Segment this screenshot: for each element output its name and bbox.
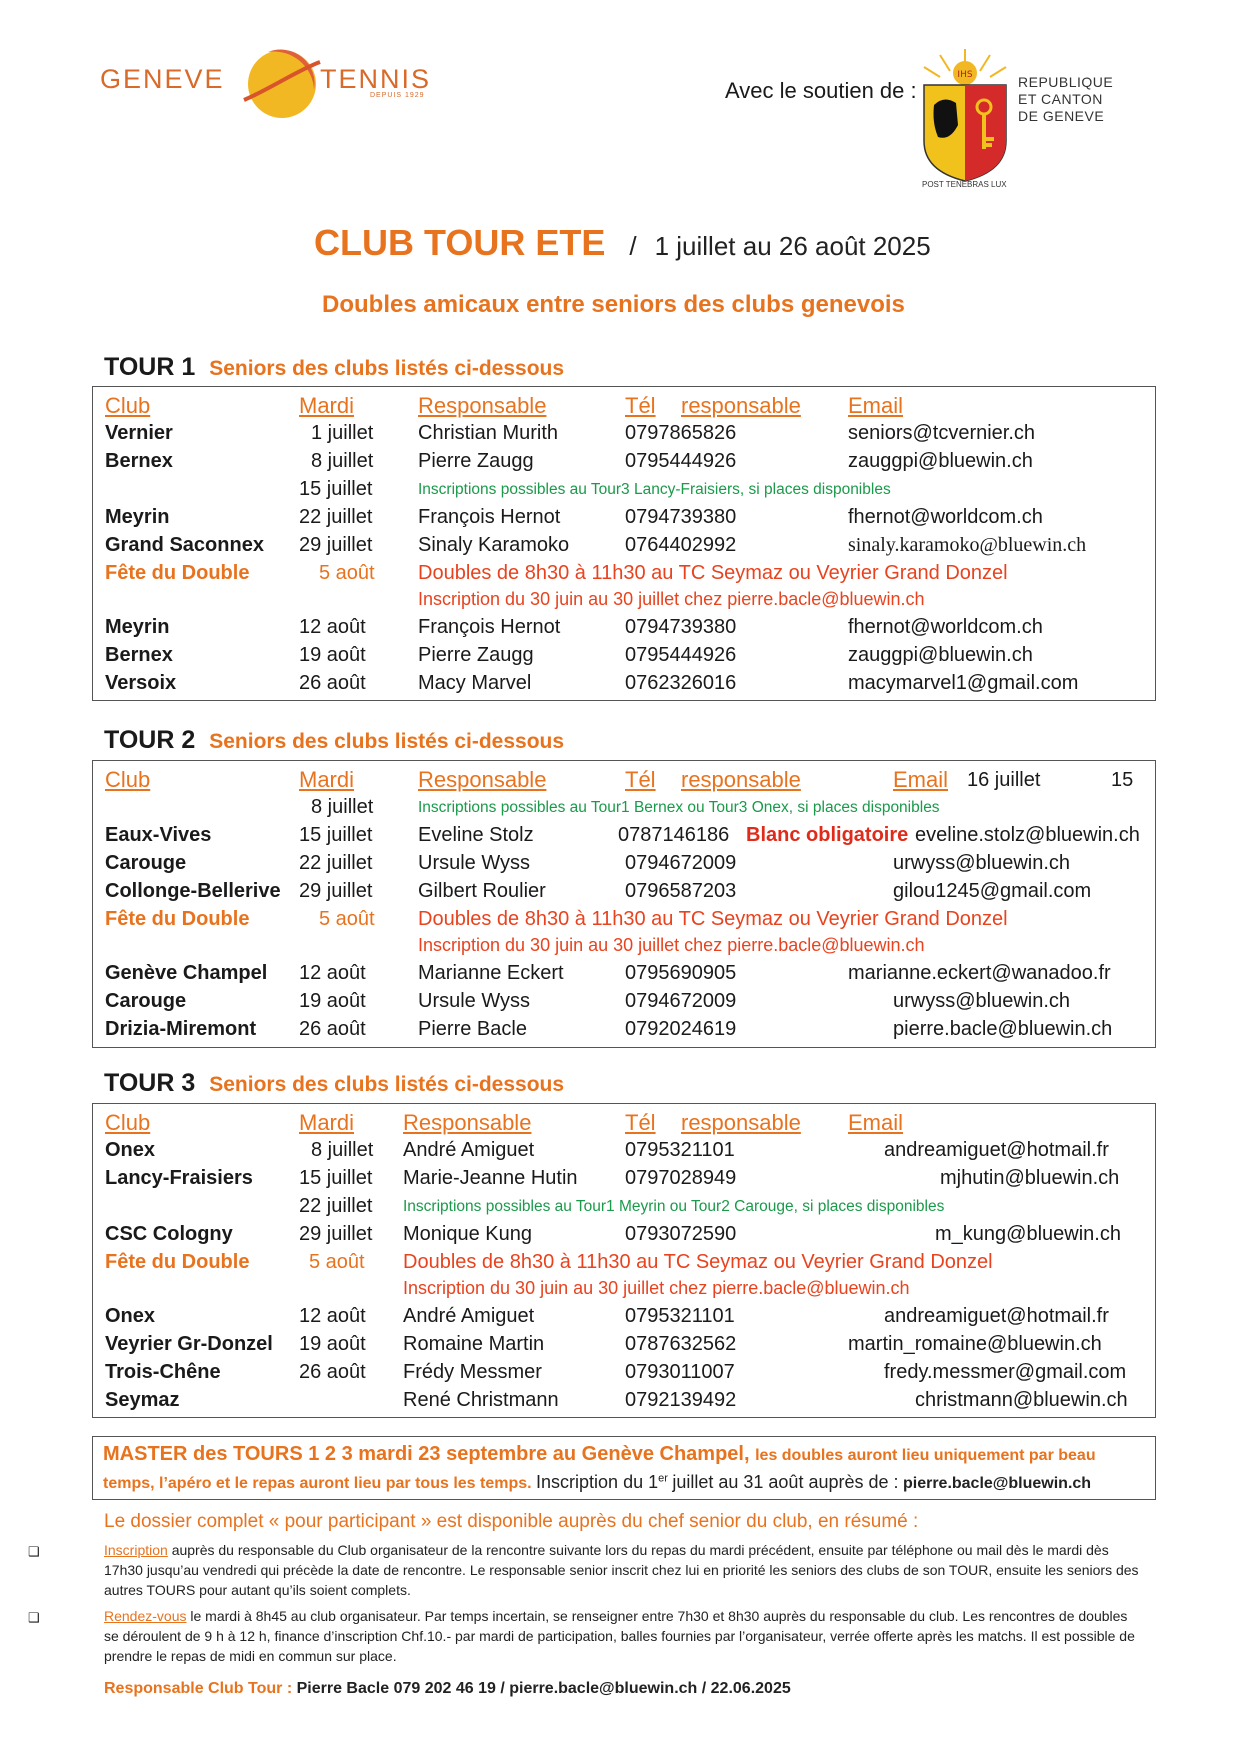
cell-date: 22 juillet — [299, 852, 373, 874]
cell-tel: 0793011007 — [625, 1361, 735, 1383]
cell-date: 12 août — [299, 962, 366, 984]
cell-resp: Monique Kung — [403, 1223, 532, 1245]
cell-note: Inscriptions possibles au Tour1 Bernex ou Tour3 Onex, si places disponibles — [418, 799, 940, 816]
cell-email: eveline.stolz@bluewin.ch — [915, 824, 1140, 846]
col-responsable: Responsable — [418, 767, 547, 792]
title-separator: / — [629, 231, 637, 261]
col-email: Email — [893, 767, 949, 792]
master-line-2 — [103, 1472, 1091, 1493]
cell-tel: 0794672009 — [625, 990, 737, 1012]
cell-tel: 0795444926 — [625, 644, 737, 666]
title-main: CLUB TOUR ETE — [314, 222, 606, 263]
tour3-heading — [104, 1069, 564, 1098]
cell-tel: 0794739380 — [625, 616, 737, 638]
cell-date: 29 juillet — [299, 534, 373, 556]
cell-email: zauggpi@bluewin.ch — [848, 450, 1033, 472]
cell-date: 29 juillet — [299, 1223, 373, 1245]
cell-resp: François Hernot — [418, 616, 561, 638]
master-email[interactable]: pierre.bacle@bluewin.ch — [902, 1475, 1092, 1492]
cell-date: 15 juillet — [299, 824, 373, 846]
page-title — [314, 222, 931, 264]
cell-resp: Marie-Jeanne Hutin — [403, 1167, 578, 1189]
cell-fete: Doubles de 8h30 à 11h30 au TC Seymaz ou Veyrier Grand Donzel — [403, 1251, 993, 1273]
cell-tel: 0795690905 — [625, 962, 737, 984]
cell-resp: Marianne Eckert — [418, 962, 564, 984]
master-box — [92, 1436, 1156, 1500]
col-tel: Tél — [625, 393, 656, 418]
cell-email: christmann@bluewin.ch — [915, 1389, 1128, 1411]
logo-word-geneve: GENEVE — [100, 64, 225, 94]
cell-tel: 0797865826 — [625, 422, 737, 444]
cell-tel: 0794672009 — [625, 852, 737, 874]
cell-resp: Ursule Wyss — [418, 852, 531, 874]
cell-club: Carouge — [105, 990, 187, 1012]
cell-date: 1 juillet — [311, 422, 374, 444]
cell-resp: Frédy Messmer — [403, 1361, 542, 1383]
tour1-sub: Seniors des clubs listés ci-dessous — [209, 357, 565, 380]
bullet-text: le mardi à 8h45 au club organisateur. Par temps incertain, se renseigner entre 7h30 et 8h30 auprès du responsable du club. Les rencontres de doubles se déroulent de 9 h à 12 h, finance d’inscription Chf.10.- par mardi de participation, balles fournies par l’organisateur, verrée offerte après les matchs. Il est possible de prendre le repas de midi en commun sur place. — [104, 1608, 1135, 1664]
cell-club: Eaux-Vives — [105, 824, 212, 846]
master-title: MASTER des TOURS 1 2 3 mardi 23 septembre au Genève Champel, — [103, 1443, 750, 1465]
cell-email: macymarvel1@gmail.com — [848, 672, 1079, 694]
cell-email: fhernot@worldcom.ch — [848, 616, 1043, 638]
cell-date: 5 août — [319, 908, 375, 930]
support-text: Avec le soutien de : — [725, 78, 917, 103]
cell-resp: Romaine Martin — [403, 1333, 545, 1355]
cell-email: fredy.messmer@gmail.com — [884, 1361, 1127, 1383]
page-subtitle: Doubles amicaux entre seniors des clubs genevois — [322, 291, 905, 318]
cell-date: 5 août — [319, 562, 375, 584]
cell-inscription: Inscription du 30 juin au 30 juillet chez pierre.bacle@bluewin.ch — [418, 935, 925, 955]
cell-club: Vernier — [105, 422, 173, 444]
header-extra-num: 15 — [1111, 769, 1134, 791]
tour2-table — [92, 760, 1156, 1048]
cell-email: seniors@tcvernier.ch — [848, 422, 1036, 444]
cell-tel: 0797028949 — [625, 1167, 737, 1189]
cell-resp: Christian Murith — [418, 422, 559, 444]
cell-tel: 0787632562 — [625, 1333, 737, 1355]
crest-top-text: IHS — [957, 70, 973, 80]
col-mardi: Mardi — [299, 1110, 355, 1135]
cell-email: fhernot@worldcom.ch — [848, 506, 1043, 528]
cell-club: Fête du Double — [105, 562, 250, 584]
dossier-text: Le dossier complet « pour participant » est disponible auprès du chef senior du club, en résumé : — [104, 1511, 919, 1532]
tour3-label: TOUR 3 — [104, 1069, 196, 1097]
col-club: Club — [105, 767, 151, 792]
master-apero-note: temps, l’apéro et le repas auront lieu par tous les temps. — [103, 1475, 532, 1492]
col-tel-rest: responsable — [681, 1110, 801, 1135]
geneva-crest-icon — [910, 45, 1020, 195]
cell-inscription: Inscription du 30 juin au 30 juillet chez pierre.bacle@bluewin.ch — [403, 1278, 910, 1298]
footer-contact: Pierre Bacle 079 202 46 19 / pierre.bacle@bluewin.ch / 22.06.2025 — [296, 1680, 791, 1697]
tour3-sub: Seniors des clubs listés ci-dessous — [209, 1073, 565, 1096]
tour2-heading — [104, 726, 564, 755]
bullet-text: auprès du responsable du Club organisateur de la rencontre suivante lors du repas du mardi précédent, ensuite par téléphone ou mail dès le mardi dès 17h30 jusqu’au vendredi qui précède la date de rencontre. Le responsable senior inscrit chez lui en priorité les seniors des clubs de son TOUR, ensuite les seniors des autres TOURS pour autant qu’ils soient complets. — [104, 1542, 1139, 1598]
cell-date: 19 août — [299, 1333, 366, 1355]
header-extra-date: 16 juillet — [967, 769, 1041, 791]
republic-line: DE GENEVE — [1018, 108, 1105, 124]
cell-email: urwyss@bluewin.ch — [893, 852, 1071, 874]
cell-tel: 0792139492 — [625, 1389, 737, 1411]
cell-date: 15 juillet — [299, 478, 373, 500]
cell-email: mjhutin@bluewin.ch — [940, 1167, 1120, 1189]
col-club: Club — [105, 1110, 151, 1135]
cell-club: Versoix — [105, 672, 177, 694]
cell-email: andreamiguet@hotmail.fr — [884, 1305, 1109, 1327]
master-weather-note: les doubles auront lieu uniquement par beau — [755, 1447, 1096, 1464]
cell-club: Fête du Double — [105, 1251, 250, 1273]
cell-date: 29 juillet — [299, 880, 373, 902]
cell-date: 22 juillet — [299, 506, 373, 528]
cell-tel-extra: Blanc obligatoire — [746, 824, 909, 846]
cell-fete: Doubles de 8h30 à 11h30 au TC Seymaz ou Veyrier Grand Donzel — [418, 562, 1008, 584]
col-club: Club — [105, 393, 151, 418]
cell-date: 5 août — [309, 1251, 365, 1273]
cell-club: Onex — [105, 1305, 156, 1327]
cell-resp: René Christmann — [403, 1389, 559, 1411]
col-mardi: Mardi — [299, 393, 355, 418]
cell-club: Bernex — [105, 644, 173, 666]
cell-tel: 0792024619 — [625, 1018, 737, 1040]
bullet-inscription — [104, 1540, 1146, 1600]
cell-date: 26 août — [299, 1018, 366, 1040]
cell-club: CSC Cologny — [105, 1223, 233, 1245]
republic-text — [1018, 74, 1113, 125]
cell-email: andreamiguet@hotmail.fr — [884, 1139, 1109, 1161]
cell-email: martin_romaine@bluewin.ch — [848, 1333, 1102, 1355]
cell-club: Grand Saconnex — [105, 534, 264, 556]
cell-date: 15 juillet — [299, 1167, 373, 1189]
cell-club: Meyrin — [105, 616, 170, 638]
cell-tel: 0764402992 — [625, 534, 737, 556]
cell-club: Drizia-Miremont — [105, 1018, 257, 1040]
master-sup: er — [658, 1472, 668, 1485]
republic-line: ET CANTON — [1018, 91, 1103, 107]
cell-date: 12 août — [299, 1305, 366, 1327]
cell-email: sinaly.karamoko@bluewin.ch — [848, 534, 1087, 556]
cell-resp: Ursule Wyss — [418, 990, 531, 1012]
republic-line: REPUBLIQUE — [1018, 74, 1114, 90]
cell-email: urwyss@bluewin.ch — [893, 990, 1071, 1012]
cell-fete: Doubles de 8h30 à 11h30 au TC Seymaz ou Veyrier Grand Donzel — [418, 908, 1008, 930]
cell-resp: Eveline Stolz — [418, 824, 534, 846]
col-tel-rest: responsable — [681, 393, 801, 418]
footer-label: Responsable Club Tour : — [104, 1680, 293, 1697]
title-dates: 1 juillet au 26 août 2025 — [654, 231, 931, 261]
cell-email: gilou1245@gmail.com — [893, 880, 1092, 902]
cell-tel: 0793072590 — [625, 1223, 737, 1245]
bullet-lead: Rendez-vous — [104, 1608, 187, 1624]
col-email: Email — [848, 393, 904, 418]
tennis-ball-icon — [238, 40, 322, 124]
cell-date: 26 août — [299, 672, 366, 694]
geneve-tennis-logo — [100, 40, 440, 130]
tour1-table — [92, 386, 1156, 701]
cell-tel: 0796587203 — [625, 880, 737, 902]
bullet-lead: Inscription — [104, 1542, 168, 1558]
tour1-heading — [104, 353, 564, 382]
tour2-sub: Seniors des clubs listés ci-dessous — [209, 730, 565, 753]
master-inscription-rest: juillet au 31 août auprès de : — [672, 1472, 899, 1492]
logo-since: DEPUIS 1929 — [370, 92, 425, 99]
cell-resp: François Hernot — [418, 506, 561, 528]
cell-tel: 0787146186 — [618, 824, 730, 846]
cell-tel: 0762326016 — [625, 672, 737, 694]
footer — [104, 1680, 791, 1698]
cell-date: 19 août — [299, 990, 366, 1012]
cell-resp: Pierre Bacle — [418, 1018, 527, 1040]
master-line-1 — [103, 1443, 1096, 1466]
cell-note: Inscriptions possibles au Tour3 Lancy-Fraisiers, si places disponibles — [418, 481, 891, 498]
cell-club: Fête du Double — [105, 908, 250, 930]
cell-tel: 0795321101 — [625, 1139, 735, 1161]
cell-club: Onex — [105, 1139, 156, 1161]
checkbox-icon: ❑ — [28, 1610, 40, 1625]
cell-resp: Pierre Zaugg — [418, 644, 534, 666]
cell-date: 19 août — [299, 644, 366, 666]
cell-resp: Macy Marvel — [418, 672, 532, 694]
checkbox-icon: ❑ — [28, 1544, 40, 1559]
cell-date: 26 août — [299, 1361, 366, 1383]
cell-club: Seymaz — [105, 1389, 180, 1411]
cell-club: Trois-Chêne — [105, 1361, 221, 1383]
crest-motto: POST TENEBRAS LUX — [922, 180, 1007, 189]
logo-word-tennis: TENNIS — [320, 64, 432, 94]
cell-resp: André Amiguet — [403, 1305, 535, 1327]
cell-date: 8 juillet — [311, 450, 374, 472]
cell-resp: Pierre Zaugg — [418, 450, 534, 472]
cell-resp: Gilbert Roulier — [418, 880, 546, 902]
col-mardi: Mardi — [299, 767, 355, 792]
cell-club: Lancy-Fraisiers — [105, 1167, 253, 1189]
cell-date: 8 juillet — [311, 1139, 374, 1161]
cell-club: Bernex — [105, 450, 173, 472]
tour3-table — [92, 1103, 1156, 1418]
col-email: Email — [848, 1110, 904, 1135]
cell-tel: 0795321101 — [625, 1305, 735, 1327]
cell-club: Carouge — [105, 852, 187, 874]
cell-date: 8 juillet — [311, 796, 374, 818]
cell-date: 22 juillet — [299, 1195, 373, 1217]
master-inscription: Inscription du 1 — [536, 1472, 659, 1492]
cell-tel: 0795444926 — [625, 450, 737, 472]
cell-club: Veyrier Gr-Donzel — [105, 1333, 273, 1355]
col-tel: Tél — [625, 1110, 656, 1135]
cell-club: Collonge-Bellerive — [105, 880, 281, 902]
cell-resp: André Amiguet — [403, 1139, 535, 1161]
cell-date: 12 août — [299, 616, 366, 638]
cell-resp: Sinaly Karamoko — [418, 534, 570, 556]
col-responsable: Responsable — [418, 393, 547, 418]
cell-note: Inscriptions possibles au Tour1 Meyrin ou Tour2 Carouge, si places disponibles — [403, 1198, 945, 1215]
tour2-label: TOUR 2 — [104, 726, 196, 754]
cell-email: m_kung@bluewin.ch — [935, 1223, 1121, 1245]
col-tel-rest: responsable — [681, 767, 801, 792]
cell-inscription: Inscription du 30 juin au 30 juillet chez pierre.bacle@bluewin.ch — [418, 589, 925, 609]
cell-tel: 0794739380 — [625, 506, 737, 528]
cell-club: Genève Champel — [105, 962, 268, 984]
cell-email: marianne.eckert@wanadoo.fr — [848, 962, 1111, 984]
bullet-rendez-vous — [104, 1606, 1146, 1666]
col-responsable: Responsable — [403, 1110, 532, 1135]
tour1-label: TOUR 1 — [104, 353, 196, 381]
cell-email: zauggpi@bluewin.ch — [848, 644, 1033, 666]
col-tel: Tél — [625, 767, 656, 792]
cell-email: pierre.bacle@bluewin.ch — [893, 1018, 1113, 1040]
cell-club: Meyrin — [105, 506, 170, 528]
